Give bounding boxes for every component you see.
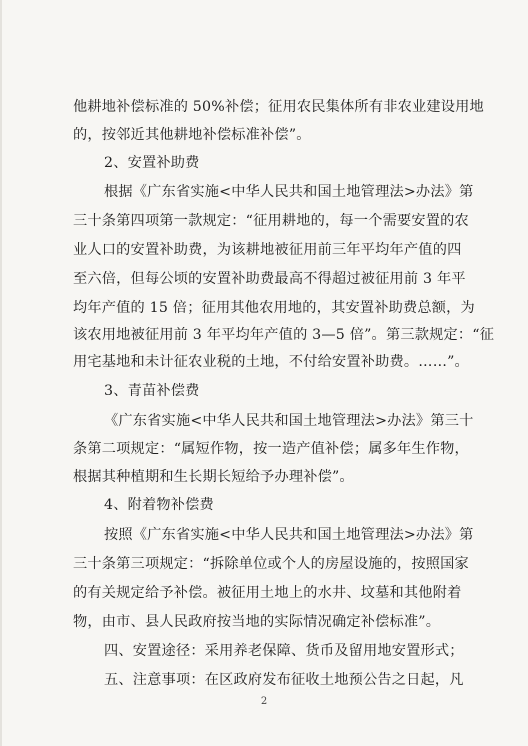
text-line: 根据《广东省实施<中华人民共和国土地管理法>办法》第 <box>104 184 474 200</box>
text-line: 条第二项规定：“属短作物，按一造产值补偿；属多年生作物， <box>73 441 469 457</box>
text-line: 物，由市、县人民政府按当地的实际情况确定补偿标准”。 <box>73 614 441 630</box>
page-number: 2 <box>260 696 268 707</box>
text-line: 三十条第四项第一款规定：“征用耕地的，每一个需要安置的农 <box>73 213 469 229</box>
text-line: 根据其种植期和生长期长短给予办理补偿”。 <box>73 469 354 485</box>
text-line: 至六倍，但每公顷的安置补助费最高不得超过被征用前 3 年平 <box>73 271 466 287</box>
text-line: 按照《广东省实施<中华人民共和国土地管理法>办法》第 <box>104 527 474 543</box>
text-line: 的有关规定给予补偿。被征用土地上的水井、坟墓和其他附着 <box>73 585 462 601</box>
text-line: 《广东省实施<中华人民共和国土地管理法>办法》第三十 <box>104 413 474 429</box>
text-line: 用宅基地和未计征农业税的土地，不付给安置补助费。……”。 <box>73 354 469 370</box>
section-heading: 4、附着物补偿费 <box>104 497 214 513</box>
text-line: 的，按邻近其他耕地补偿标准补偿”。 <box>73 127 311 143</box>
section-heading: 3、青苗补偿费 <box>104 383 200 399</box>
text-line: 四、安置途径：采用养老保障、货币及留用地安置形式； <box>104 643 464 659</box>
section-heading: 2、安置补助费 <box>104 155 200 171</box>
text-line: 业人口的安置补助费，为该耕地被征用前三年平均年产值的四 <box>73 242 462 258</box>
page-edge <box>0 0 2 746</box>
text-line: 三十条第三项规定：“拆除单位或个人的房屋设施的，按照国家 <box>73 556 469 572</box>
text-line: 五、注意事项：在区政府发布征收土地预公告之日起，凡 <box>104 672 464 688</box>
text-line: 该农用地被征用前 3 年平均年产值的 3—5 倍”。第三款规定：“征 <box>73 327 495 343</box>
text-line: 均年产值的 15 倍；征用其他农用地的，其安置补助费总额，为 <box>73 300 475 316</box>
text-line: 他耕地补偿标准的 50%补偿；征用农民集体所有非农业建设用地 <box>73 99 484 115</box>
